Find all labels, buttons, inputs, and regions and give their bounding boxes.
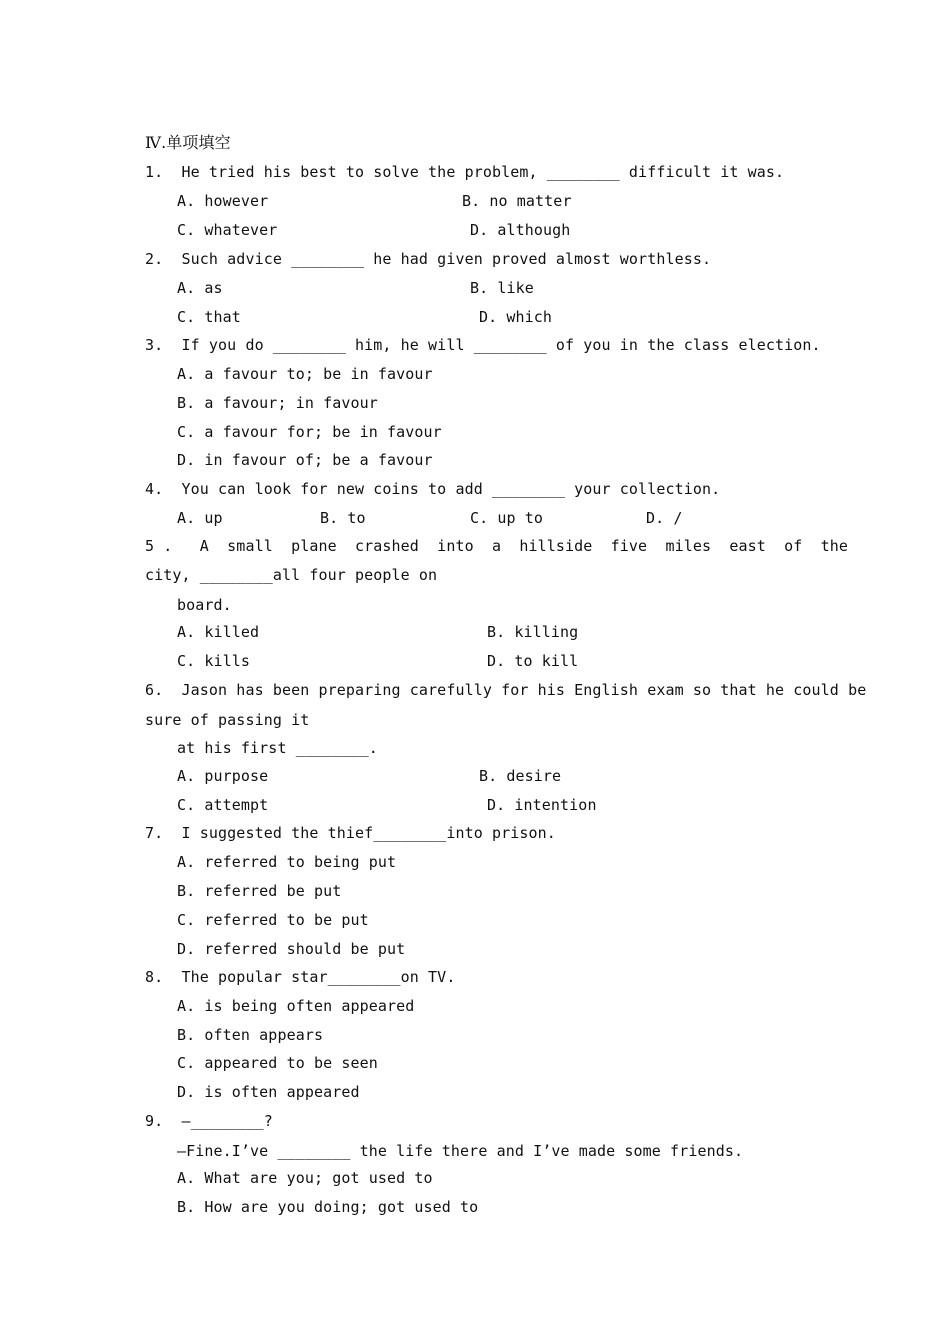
question-6-stem-line-3: at his first ________.: [177, 739, 378, 757]
question-3-option-a: A. a favour to; be in favour: [177, 365, 433, 383]
question-7-stem: 7. I suggested the thief________into prison.: [145, 824, 556, 842]
question-7-option-a: A. referred to being put: [177, 853, 397, 871]
question-6-stem-line-1: 6. Jason has been preparing carefully for his English exam so that he could be: [145, 681, 867, 699]
question-4-option-d: D. /: [646, 509, 683, 527]
question-4-option-b: B. to: [320, 509, 366, 527]
question-1-stem: 1. He tried his best to solve the problem, ________ difficult it was.: [145, 163, 785, 181]
question-4-option-c: C. up to: [470, 509, 544, 527]
question-9-option-b: B. How are you doing; got used to: [177, 1198, 479, 1216]
question-8-option-d: D. is often appeared: [177, 1083, 360, 1101]
question-8-option-b: B. often appears: [177, 1026, 324, 1044]
question-2-option-d: D. which: [479, 308, 553, 326]
question-1-option-b: B. no matter: [462, 192, 572, 210]
question-7-option-c: C. referred to be put: [177, 911, 369, 929]
question-9-stem-line-1: 9. —________?: [145, 1112, 273, 1130]
question-3-option-b: B. a favour; in favour: [177, 394, 378, 412]
question-5-stem-line-1: 5 . A small plane crashed into a hillside five miles east of the: [145, 537, 849, 555]
question-7-option-b: B. referred be put: [177, 882, 342, 900]
question-5-option-c: C. kills: [177, 652, 251, 670]
question-5-stem-line-2: city, ________all four people on: [145, 566, 438, 584]
question-2-option-b: B. like: [470, 279, 534, 297]
question-5-option-a: A. killed: [177, 623, 260, 641]
question-2-option-c: C. that: [177, 308, 241, 326]
question-8-option-a: A. is being often appeared: [177, 997, 415, 1015]
question-3-stem: 3. If you do ________ him, he will ________ of you in the class election.: [145, 336, 821, 354]
question-2-option-a: A. as: [177, 279, 223, 297]
question-9-stem-line-2: —Fine.I’ve ________ the life there and I’ve made some friends.: [177, 1142, 744, 1160]
question-3-option-d: D. in favour of; be a favour: [177, 451, 433, 469]
question-5-option-d: D. to kill: [487, 652, 579, 670]
question-2-stem: 2. Such advice ________ he had given proved almost worthless.: [145, 250, 712, 268]
question-3-option-c: C. a favour for; be in favour: [177, 423, 442, 441]
question-6-option-c: C. attempt: [177, 796, 269, 814]
question-6-option-a: A. purpose: [177, 767, 269, 785]
question-8-option-c: C. appeared to be seen: [177, 1054, 378, 1072]
question-6-option-d: D. intention: [487, 796, 597, 814]
question-4-option-a: A. up: [177, 509, 223, 527]
question-9-option-a: A. What are you; got used to: [177, 1169, 433, 1187]
section-title: Ⅳ.单项填空: [145, 133, 231, 152]
question-1-option-a: A. however: [177, 192, 269, 210]
question-5-stem-line-3: board.: [177, 596, 232, 614]
question-6-option-b: B. desire: [479, 767, 562, 785]
question-6-stem-line-2: sure of passing it: [145, 711, 310, 729]
question-8-stem: 8. The popular star________on TV.: [145, 968, 456, 986]
question-1-option-c: C. whatever: [177, 221, 278, 239]
question-5-option-b: B. killing: [487, 623, 579, 641]
question-4-stem: 4. You can look for new coins to add ________ your collection.: [145, 480, 721, 498]
question-1-option-d: D. although: [470, 221, 571, 239]
question-7-option-d: D. referred should be put: [177, 940, 406, 958]
